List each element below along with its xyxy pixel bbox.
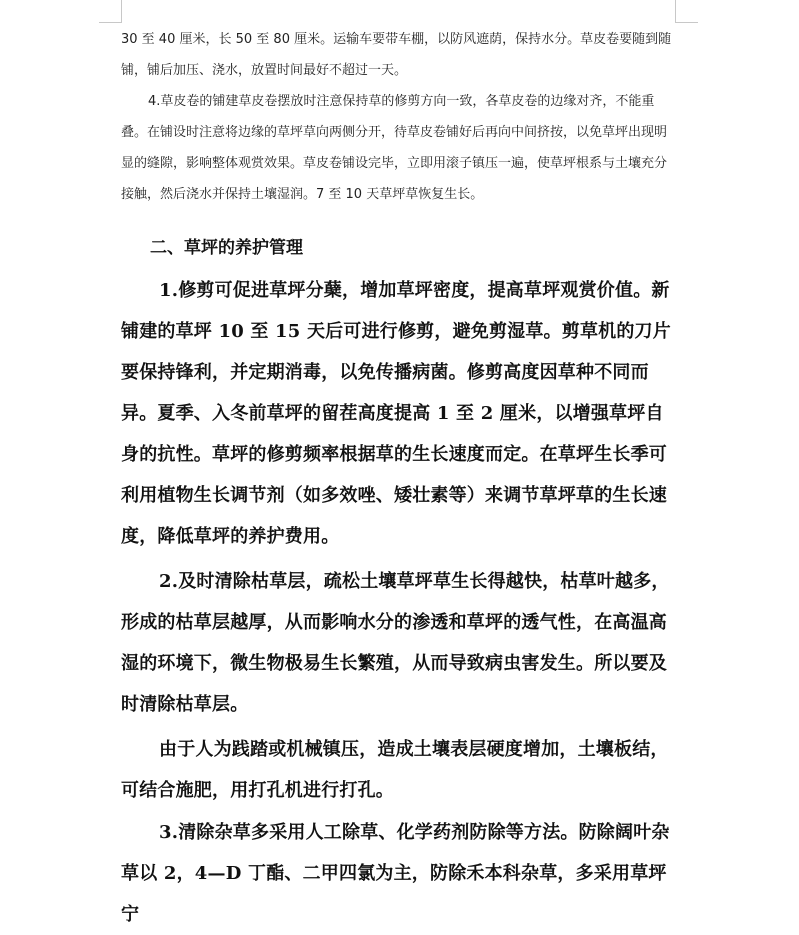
paragraph-turf-roll-laying: 4.草皮卷的铺建草皮卷摆放时注意保持草的修剪方向一致，各草皮卷的边缘对齐，不能重叠。在铺设时注意将边缘的草坪草向两侧分开，待草皮卷铺好后再向中间挤按，以免草坪出现明显的缝隙，影响整体观赏效果。草皮卷铺设完毕，立即用滚子镇压一遍，使草坪根系与土壤充分接触，然后浇水并保持土壤湿润。7 至 10 天草坪草恢复生长。 — [121, 94, 668, 202]
paragraph-planting-tail: 30 至 40 厘米，长 50 至 80 厘米。运输车要带车棚，以防风遮荫，保持水分。草皮卷要随到随铺，铺后加压、浇水，放置时间最好不超过一天。 — [121, 32, 672, 78]
paragraph-weed-removal: 3.清除杂草多采用人工除草、化学药剂防除等方法。防除阔叶杂草以 2，4—D 丁酯、二甲四氯为主，防除禾本科杂草，多采用草坪宁 — [121, 822, 670, 925]
section-heading: 二、草坪的养护管理 — [150, 238, 303, 258]
top-right-crop-mark — [675, 0, 698, 23]
top-left-crop-mark — [99, 0, 122, 23]
paragraph-aeration: 由于人为践踏或机械镇压，造成土壤表层硬度增加，土壤板结，可结合施肥，用打孔机进行打孔。 — [121, 739, 669, 801]
paragraph-mowing: 1.修剪可促进草坪分蘖，增加草坪密度，提高草坪观赏价值。新铺建的草坪 10 至 15 天后可进行修剪，避免剪湿草。剪草机的刀片要保持锋利，并定期消毒，以免传播病菌。修剪高度因草种不同而异。夏季、入冬前草坪的留茬高度提高 1 至 2 厘米，以增强草坪自身的抗性。草坪的修剪频率根据草的生长速度而定。在草坪生长季可利用植物生长调节剂（如多效唑、矮壮素等）来调节草坪草的生长速度，降低草坪的养护费用。 — [121, 280, 671, 547]
paragraph-thatch-removal: 2.及时清除枯草层，疏松土壤草坪草生长得越快，枯草叶越多，形成的枯草层越厚，从而影响水分的渗透和草坪的透气性，在高温高湿的环境下，微生物极易生长繁殖，从而导致病虫害发生。所以要及时清除枯草层。 — [121, 571, 670, 715]
